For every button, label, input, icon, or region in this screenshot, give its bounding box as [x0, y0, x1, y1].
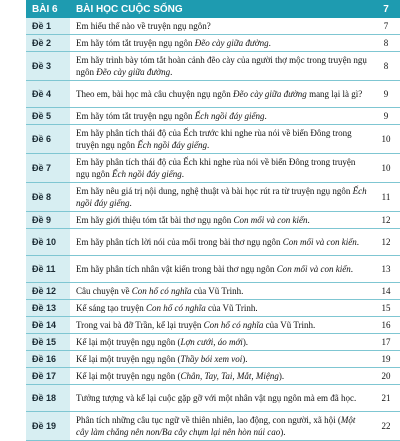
entry-title-text: Theo em, bài học mà câu chuyện ngụ ngôn — [76, 89, 233, 99]
entry-title — [70, 317, 372, 334]
entry-page-number: 22 — [372, 412, 400, 441]
entry-title — [70, 154, 372, 183]
entry-page-number: 16 — [372, 317, 400, 334]
entry-title-text: . — [307, 215, 310, 225]
entry-title — [70, 108, 372, 125]
entry-title — [70, 334, 372, 351]
entry-title-text: của Vũ Trinh. — [205, 303, 258, 313]
entry-title-text: mang lại là gì? — [306, 89, 363, 99]
entry-number: Đề 5 — [26, 108, 70, 125]
entry-page-number: 8 — [372, 35, 400, 52]
entry-number: Đề 11 — [26, 256, 70, 283]
entry-title-text: Kể sáng tạo truyện — [76, 303, 146, 313]
entry-title-italic: Một cây làm chẳng nên non/Ba cây chụm lại nên hòn núi cao — [76, 415, 356, 437]
entry-number: Đề 4 — [26, 81, 70, 108]
entry-title — [70, 412, 372, 441]
toc-entry[interactable] — [26, 18, 400, 35]
entry-title-text: Kể lại một truyện ngụ ngôn ( — [76, 354, 181, 364]
entry-number: Đề 14 — [26, 317, 70, 334]
entry-title-italic: Đẽo cày giữa đường — [232, 89, 307, 99]
toc-entry[interactable] — [26, 125, 400, 154]
toc-entry[interactable] — [26, 183, 400, 212]
entry-title-text: Tưởng tượng và kể lại cuộc gặp gỡ với một nhân vật ngụ ngôn mà em đã học. — [76, 393, 357, 403]
toc-entry[interactable] — [26, 300, 400, 317]
entry-title-text: . — [268, 38, 271, 48]
entry-number: Đề 17 — [26, 368, 70, 385]
entry-title-text: . — [181, 169, 184, 179]
entry-title-text: Em hãy trình bày tóm tắt hoàn cảnh đẽo cày của người thợ mộc trong truyện ngụ ngôn — [76, 55, 367, 77]
entry-page-number: 8 — [372, 52, 400, 81]
entry-page-number: 9 — [372, 108, 400, 125]
toc-entry[interactable] — [26, 317, 400, 334]
entry-number: Đề 10 — [26, 229, 70, 256]
toc-entry[interactable] — [26, 81, 400, 108]
entry-title-italic: Con mối và con kiến — [282, 237, 357, 247]
entry-title-text: Em hãy tóm tắt truyện ngụ ngôn — [76, 38, 195, 48]
entry-number: Đề 13 — [26, 300, 70, 317]
entry-page-number: 15 — [372, 300, 400, 317]
entry-title-italic: Con hổ có nghĩa — [131, 286, 192, 296]
entry-title-italic: Ếch ngồi đáy giếng — [194, 111, 265, 121]
entry-number: Đề 16 — [26, 351, 70, 368]
entry-title-italic: Con hổ có nghĩa — [145, 303, 206, 313]
entry-title-text: Phân tích những câu tục ngữ về thiên nhiên, lao động, con người, xã hội ( — [76, 415, 341, 425]
toc-entry[interactable] — [26, 385, 400, 412]
entry-title-italic: Thầy bói xem voi — [180, 354, 243, 364]
toc-entry[interactable] — [26, 368, 400, 385]
entry-title-italic: Chân, Tay, Tai, Mắt, Miệng — [180, 371, 279, 381]
entry-title — [70, 81, 372, 108]
entry-title — [70, 300, 372, 317]
entry-page-number: 19 — [372, 351, 400, 368]
entry-number: Đề 3 — [26, 52, 70, 81]
entry-title-text: của Vũ Trinh. — [191, 286, 244, 296]
entry-title — [70, 212, 372, 229]
toc-entry[interactable] — [26, 154, 400, 183]
entry-title-text: ). — [242, 337, 249, 347]
entry-title — [70, 35, 372, 52]
entry-title-italic: Con mối và con kiến — [233, 215, 308, 225]
entry-page-number: 20 — [372, 368, 400, 385]
entry-title-text: Trong vai bà đỡ Trần, kể lại truyện — [76, 320, 204, 330]
entry-title-text: Kể lại một truyện ngụ ngôn ( — [76, 371, 181, 381]
entry-number: Đề 12 — [26, 283, 70, 300]
entry-title-text: Em hãy nêu giá trị nội dung, nghệ thuật và bài học rút ra từ truyện ngụ ngôn — [76, 186, 353, 196]
entry-title-text: Em hãy phân tích thái độ của Ếch khi nghe rùa nói về biển Đông trong truyện ngụ ngôn — [76, 157, 356, 179]
toc-entry[interactable] — [26, 283, 400, 300]
entry-number: Đề 15 — [26, 334, 70, 351]
entry-title-text: ). — [242, 354, 248, 364]
entry-title-italic: Ếch ngồi đáy giếng — [112, 169, 182, 179]
entry-title-text: . — [206, 140, 210, 150]
entry-number: Đề 2 — [26, 35, 70, 52]
lesson-number: BÀI 6 — [26, 0, 70, 18]
entry-page-number: 11 — [372, 183, 400, 212]
entry-page-number: 12 — [372, 212, 400, 229]
entry-title-text: của Vũ Trinh. — [263, 320, 316, 330]
entry-title-italic: Đẽo cày giữa đường — [96, 67, 171, 77]
entry-title-italic: Ếch ngồi đáy giếng — [76, 186, 367, 208]
entry-title-text: Em hãy tóm tắt truyện ngụ ngôn — [76, 111, 195, 121]
entry-title — [70, 52, 372, 81]
entry-number: Đề 9 — [26, 212, 70, 229]
entry-title-text: Em hãy phân tích nhân vật kiến trong bài thơ ngụ ngôn — [76, 264, 277, 274]
entry-title-text: Em hãy phân tích lời nói của mối trong bài thơ ngụ ngôn — [76, 237, 283, 247]
entry-title-text: ). — [280, 427, 286, 437]
entry-title-text: Em hãy giới thiệu tóm tắt bài thơ ngụ ngôn — [76, 215, 234, 225]
toc-entry[interactable] — [26, 108, 400, 125]
toc-entry[interactable] — [26, 52, 400, 81]
entry-title-text: . — [264, 111, 267, 121]
entry-title — [70, 385, 372, 412]
entry-title-italic: Đẽo cày giữa đường — [194, 38, 269, 48]
entry-page-number: 10 — [372, 125, 400, 154]
entry-number: Đề 7 — [26, 154, 70, 183]
entry-title — [70, 351, 372, 368]
toc-entry[interactable] — [26, 334, 400, 351]
toc-entries — [26, 18, 400, 441]
entry-title-text: . — [129, 198, 132, 208]
entry-title-text: Em hãy phân tích thái độ của Ếch trước khi nghe rùa nói về biển Đông trong truyện ngụ ngôn — [76, 128, 352, 150]
entry-page-number: 12 — [372, 229, 400, 256]
entry-title — [70, 125, 372, 154]
entry-title-text: Em hiểu thế nào về truyện ngụ ngôn? — [76, 21, 211, 31]
entry-page-number: 21 — [372, 385, 400, 412]
entry-title-text: ). — [278, 371, 285, 381]
lesson-page-number: 7 — [372, 0, 400, 18]
toc-entry[interactable] — [26, 229, 400, 256]
entry-title-text: Kể lại một truyện ngụ ngôn ( — [76, 337, 181, 347]
entry-title — [70, 229, 372, 256]
entry-page-number: 17 — [372, 334, 400, 351]
entry-title — [70, 18, 372, 35]
toc-entry[interactable] — [26, 256, 400, 283]
entry-page-number: 14 — [372, 283, 400, 300]
entry-number: Đề 19 — [26, 412, 70, 441]
entry-number: Đề 6 — [26, 125, 70, 154]
entry-page-number: 10 — [372, 154, 400, 183]
entry-number: Đề 1 — [26, 18, 70, 35]
entry-title — [70, 283, 372, 300]
entry-title — [70, 256, 372, 283]
entry-title-italic: Lợn cưới, áo mới — [180, 337, 243, 347]
toc-entry[interactable] — [26, 35, 400, 52]
entry-title-text: . — [356, 237, 359, 247]
entry-number: Đề 8 — [26, 183, 70, 212]
entry-title-text: Câu chuyện về — [76, 286, 132, 296]
entry-title-italic: Ếch ngồi đáy giếng — [137, 140, 207, 150]
toc-entry[interactable] — [26, 351, 400, 368]
entry-title — [70, 183, 372, 212]
entry-page-number: 7 — [372, 18, 400, 35]
entry-title — [70, 368, 372, 385]
lesson-header-row — [26, 0, 400, 18]
entry-title-text: . — [350, 264, 353, 274]
table-of-contents — [26, 0, 400, 441]
entry-title-italic: Con hổ có nghĩa — [203, 320, 264, 330]
entry-page-number: 9 — [372, 81, 400, 108]
toc-entry[interactable] — [26, 412, 400, 441]
entry-title-italic: Con mối và con kiến — [276, 264, 351, 274]
entry-page-number: 13 — [372, 256, 400, 283]
entry-title-text: . — [170, 67, 173, 77]
toc-entry[interactable] — [26, 212, 400, 229]
entry-number: Đề 18 — [26, 385, 70, 412]
lesson-title: BÀI HỌC CUỘC SỐNG — [70, 0, 372, 18]
